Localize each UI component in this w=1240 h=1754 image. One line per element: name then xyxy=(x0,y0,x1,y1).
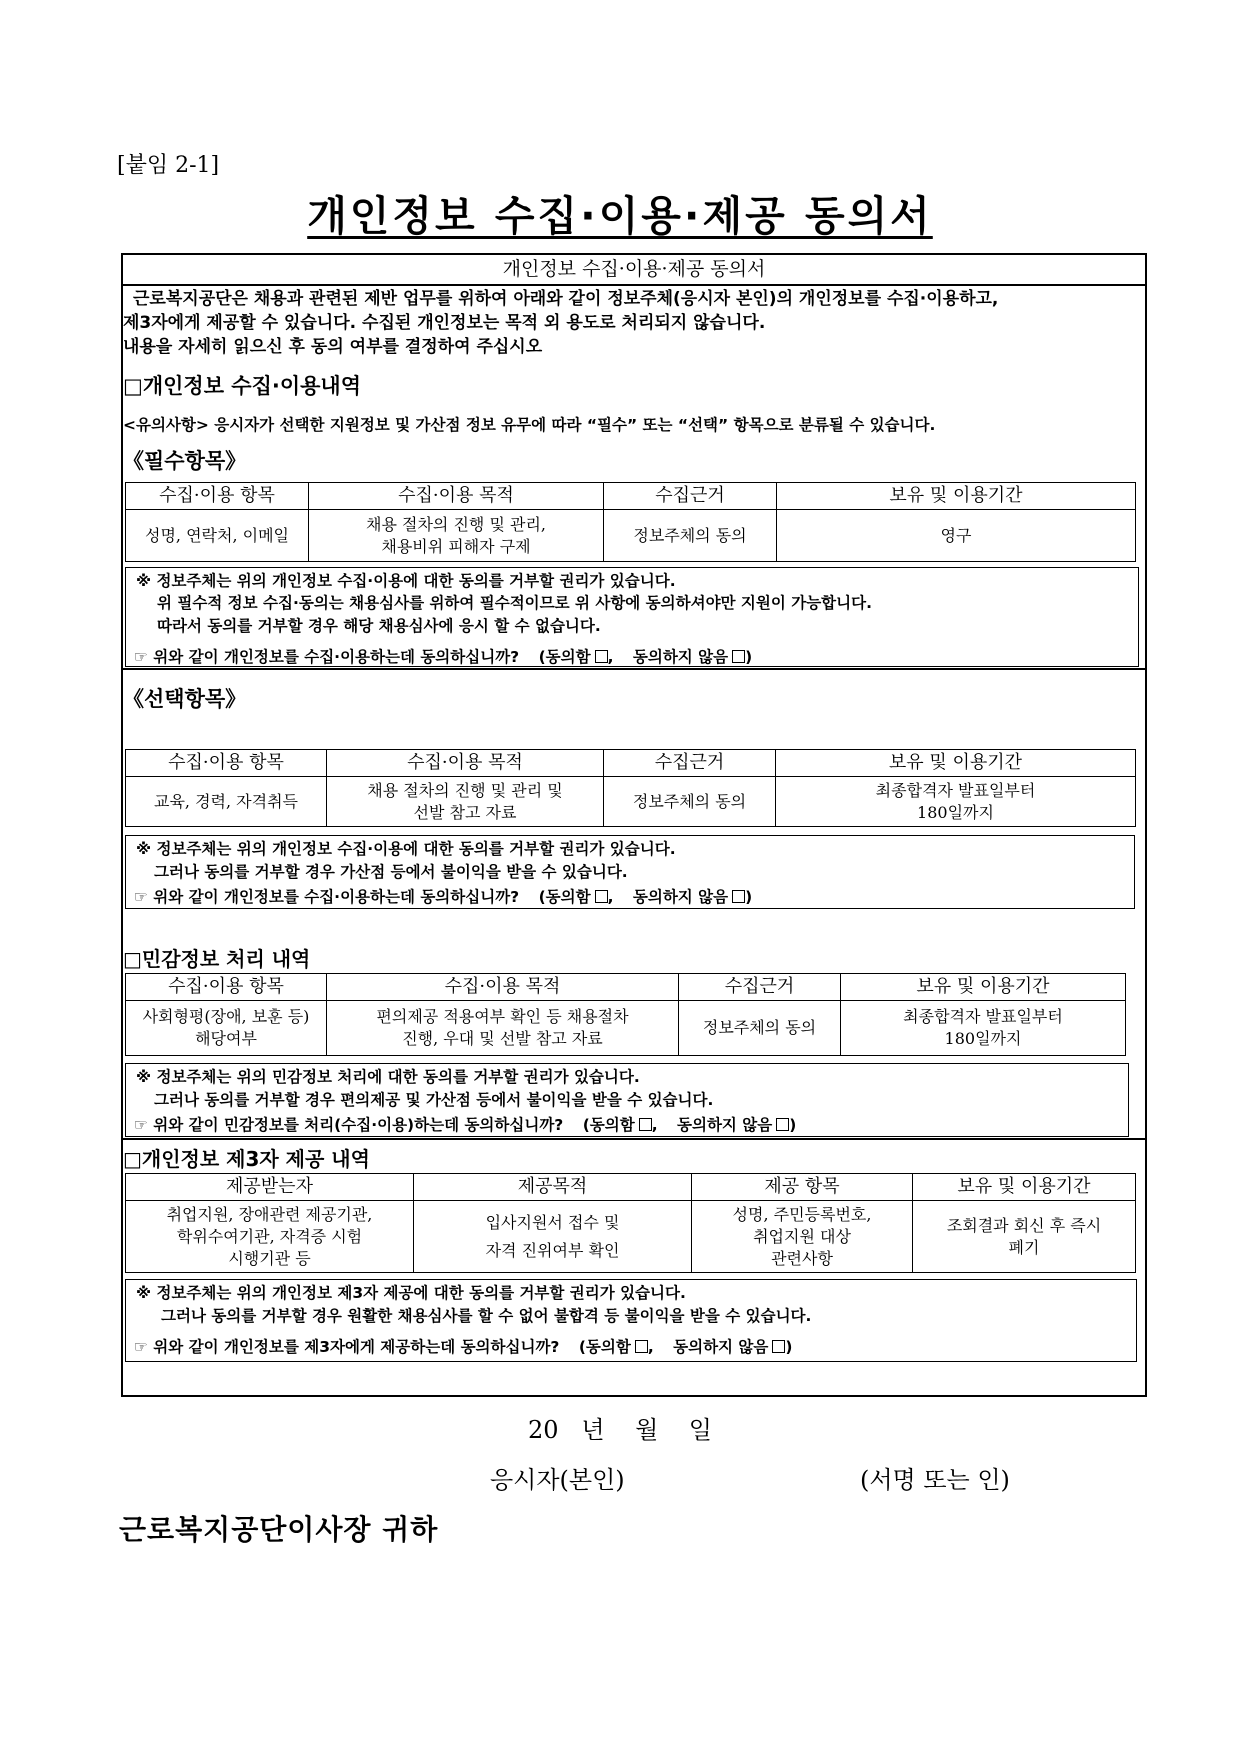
optional-notice-box xyxy=(125,835,1135,909)
disagree-label: 동의하지 않음 xyxy=(673,1338,769,1356)
table-header: 수집근거 xyxy=(604,750,776,777)
required-items-table xyxy=(125,482,1136,562)
table-header: 보유 및 이용기간 xyxy=(776,750,1136,777)
agree-label: (동의함 xyxy=(582,1116,635,1134)
required-items-label: 《필수항목》 xyxy=(123,449,247,473)
notice-line: 그러나 동의를 거부할 경우 원활한 채용심사를 할 수 없어 불합격 등 불이익을 받을 수 있습니다. xyxy=(161,1307,812,1325)
date-line: 20 년 월 일 xyxy=(527,1416,712,1444)
table-cell: 정보주체의 동의 xyxy=(679,1001,841,1056)
table-header: 수집·이용 항목 xyxy=(126,750,327,777)
section-collection-heading: □개인정보 수집·이용내역 xyxy=(123,374,361,398)
disagree-checkbox[interactable] xyxy=(732,650,745,663)
consent-question-row: ☞ 위와 같이 민감정보를 처리(수집·이용)하는데 동의하십니까? (동의함 , 동의하지 않음 ) xyxy=(134,1116,797,1134)
table-header: 제공목적 xyxy=(414,1174,692,1201)
table-cell: 정보주체의 동의 xyxy=(604,510,777,562)
consent-question: ☞ 위와 같이 민감정보를 처리(수집·이용)하는데 동의하십니까? xyxy=(134,1116,564,1134)
optional-items-table xyxy=(125,749,1136,827)
table-header: 수집·이용 목적 xyxy=(327,974,679,1001)
disagree-checkbox[interactable] xyxy=(772,1340,785,1353)
third-party-table xyxy=(125,1173,1136,1273)
table-cell: 정보주체의 동의 xyxy=(604,777,776,827)
notice-line: ※ 정보주체는 위의 개인정보 수집·이용에 대한 동의를 거부할 권리가 있습니다. xyxy=(136,840,676,858)
disagree-label: 동의하지 않음 xyxy=(677,1116,773,1134)
table-cell: 성명, 주민등록번호, 취업지원 대상 관련사항 xyxy=(692,1201,913,1273)
agree-checkbox[interactable] xyxy=(635,1340,648,1353)
table-header: 제공받는자 xyxy=(126,1174,414,1201)
table-header: 수집·이용 항목 xyxy=(126,974,327,1001)
table-header: 수집근거 xyxy=(679,974,841,1001)
table-header: 수집·이용 항목 xyxy=(126,483,309,510)
table-cell: 성명, 연락처, 이메일 xyxy=(126,510,309,562)
required-notice-box xyxy=(125,567,1139,667)
table-header: 제공 항목 xyxy=(692,1174,913,1201)
table-header: 보유 및 이용기간 xyxy=(841,974,1126,1001)
notice-text: <유의사항> 응시자가 선택한 지원정보 및 가산점 정보 유무에 따라 “필수” 또는 “선택” 항목으로 분류될 수 있습니다. xyxy=(123,416,936,434)
table-cell: 최종합격자 발표일부터 180일까지 xyxy=(776,777,1136,827)
sensitive-notice-box xyxy=(125,1063,1129,1137)
consent-question-row: ☞ 위와 같이 개인정보를 수집·이용하는데 동의하십니까? (동의함 , 동의하지 않음 ) xyxy=(134,648,753,666)
section-divider xyxy=(123,668,1145,670)
attachment-label: [붙임 2-1] xyxy=(117,153,220,178)
table-cell: 교육, 경력, 자격취득 xyxy=(126,777,327,827)
consent-question-row: ☞ 위와 같이 개인정보를 수집·이용하는데 동의하십니까? (동의함 , 동의하지 않음 ) xyxy=(134,888,753,906)
table-header: 수집·이용 목적 xyxy=(309,483,604,510)
table-header: 보유 및 이용기간 xyxy=(913,1174,1136,1201)
section-third-party-heading: □개인정보 제3자 제공 내역 xyxy=(123,1147,370,1171)
consent-question: ☞ 위와 같이 개인정보를 수집·이용하는데 동의하십니까? xyxy=(134,888,520,906)
box-title: 개인정보 수집·이용·제공 동의서 xyxy=(123,255,1145,286)
table-cell: 채용 절차의 진행 및 관리, 채용비위 피해자 구제 xyxy=(309,510,604,562)
agree-checkbox[interactable] xyxy=(595,890,608,903)
section-sensitive-heading: □민감정보 처리 내역 xyxy=(123,947,311,971)
table-cell: 편의제공 적용여부 확인 등 채용절차 진행, 우대 및 선발 참고 자료 xyxy=(327,1001,679,1056)
notice-line: 그러나 동의를 거부할 경우 편의제공 및 가산점 등에서 불이익을 받을 수 있습니다. xyxy=(154,1091,714,1109)
intro-line-2: 제3자에게 제공할 수 있습니다. 수집된 개인정보는 목적 외 용도로 처리되지 않습니다. xyxy=(123,313,766,333)
intro-line-1: 근로복지공단은 채용과 관련된 제반 업무를 위하여 아래와 같이 정보주체(응시자 본인)의 개인정보를 수집·이용하고, xyxy=(133,289,999,309)
agree-checkbox[interactable] xyxy=(639,1118,652,1131)
section-divider xyxy=(123,1138,1145,1140)
agree-label: (동의함 xyxy=(578,1338,631,1356)
notice-line: 그러나 동의를 거부할 경우 가산점 등에서 불이익을 받을 수 있습니다. xyxy=(154,863,628,881)
table-cell: 조회결과 회신 후 즉시 폐기 xyxy=(913,1201,1136,1273)
table-cell: 취업지원, 장애관련 제공기관, 학위수여기관, 자격증 시험 시행기관 등 xyxy=(126,1201,414,1273)
consent-form-box xyxy=(121,253,1147,1397)
consent-question: ☞ 위와 같이 개인정보를 제3자에게 제공하는데 동의하십니까? xyxy=(134,1338,560,1356)
signature-label: (서명 또는 인) xyxy=(860,1466,1010,1494)
agree-checkbox[interactable] xyxy=(595,650,608,663)
notice-line: ※ 정보주체는 위의 개인정보 제3자 제공에 대한 동의를 거부할 권리가 있습니다. xyxy=(136,1284,686,1302)
table-cell: 영구 xyxy=(777,510,1136,562)
table-cell: 채용 절차의 진행 및 관리 및 선발 참고 자료 xyxy=(327,777,604,827)
table-header: 수집근거 xyxy=(604,483,777,510)
sensitive-info-table xyxy=(125,973,1126,1056)
addressee: 근로복지공단이사장 귀하 xyxy=(119,1513,439,1546)
disagree-label: 동의하지 않음 xyxy=(632,888,729,906)
table-header: 보유 및 이용기간 xyxy=(777,483,1136,510)
page-title: 개인정보 수집·이용·제공 동의서 xyxy=(307,192,933,240)
agree-label: (동의함 xyxy=(538,888,591,906)
consent-question-row: ☞ 위와 같이 개인정보를 제3자에게 제공하는데 동의하십니까? (동의함 , 동의하지 않음 ) xyxy=(134,1338,793,1356)
consent-question: ☞ 위와 같이 개인정보를 수집·이용하는데 동의하십니까? xyxy=(134,648,520,666)
notice-line: 따라서 동의를 거부할 경우 해당 채용심사에 응시 할 수 없습니다. xyxy=(157,617,601,635)
table-cell: 사회형평(장애, 보훈 등) 해당여부 xyxy=(126,1001,327,1056)
table-header: 수집·이용 목적 xyxy=(327,750,604,777)
table-cell: 최종합격자 발표일부터 180일까지 xyxy=(841,1001,1126,1056)
disagree-label: 동의하지 않음 xyxy=(632,648,729,666)
applicant-label: 응시자(본인) xyxy=(490,1466,625,1494)
intro-line-3: 내용을 자세히 읽으신 후 동의 여부를 결정하여 주십시오 xyxy=(123,337,543,357)
third-party-notice-box xyxy=(125,1279,1137,1362)
notice-line: ※ 정보주체는 위의 개인정보 수집·이용에 대한 동의를 거부할 권리가 있습니다. xyxy=(136,572,676,590)
agree-label: (동의함 xyxy=(538,648,591,666)
notice-line: 위 필수적 정보 수집·동의는 채용심사를 위하여 필수적이므로 위 사항에 동의하셔야만 지원이 가능합니다. xyxy=(157,594,872,612)
optional-items-label: 《선택항목》 xyxy=(123,687,247,711)
disagree-checkbox[interactable] xyxy=(776,1118,789,1131)
disagree-checkbox[interactable] xyxy=(732,890,745,903)
notice-line: ※ 정보주체는 위의 민감정보 처리에 대한 동의를 거부할 권리가 있습니다. xyxy=(136,1068,640,1086)
table-cell: 입사지원서 접수 및 자격 진위여부 확인 xyxy=(414,1201,692,1273)
